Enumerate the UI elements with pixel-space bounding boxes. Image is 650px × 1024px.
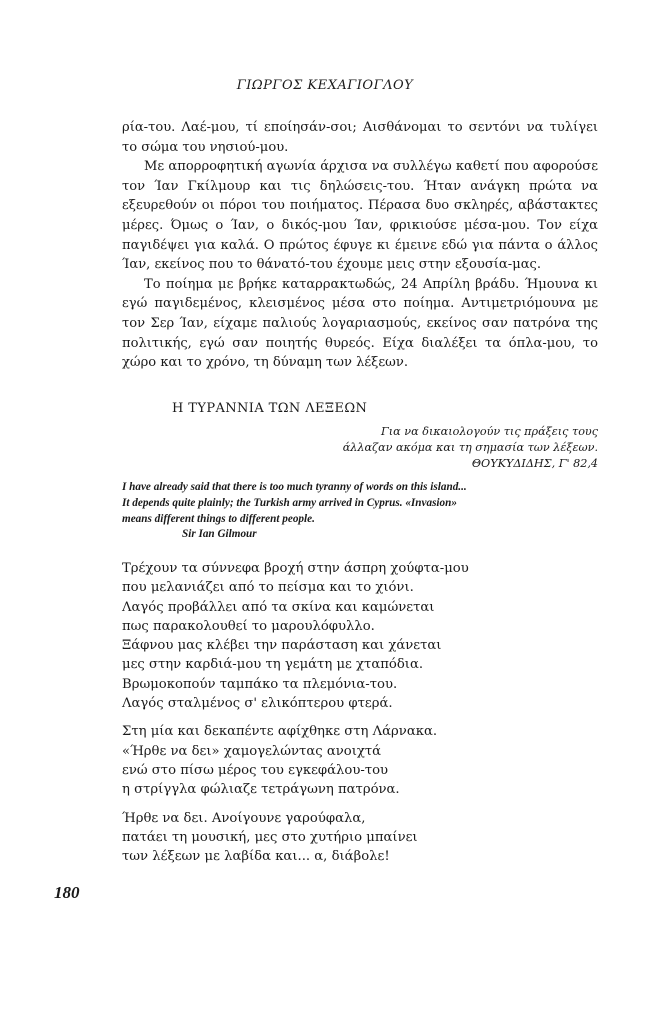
poem-line: Τρέχουν τα σύννεφα βροχή στην άσπρη χούφτα-μου	[122, 561, 469, 576]
poem-line: Ξάφνου μας κλέβει την παράσταση και χάνεται	[122, 638, 442, 654]
poem-line: των λέξεων με λαβίδα και... α, διάβολε!	[122, 849, 390, 865]
poem-line: Στη μία και δεκαπέντε αφίχθηκε στη Λάρνακα.	[122, 724, 438, 740]
quote-line: I have already said that there is too much tyranny of words on this island...	[122, 481, 467, 493]
poem-stanza	[122, 722, 602, 799]
poem-line: που μελανιάζει από το πείσμα και το χιόνι.	[122, 580, 414, 596]
page-number: 180	[54, 883, 80, 902]
poem-line: Βρωμοκοπούν ταμπάκο τα πλεμόνια-του.	[122, 676, 398, 692]
epigraph-source: ΘΟΥΚΥΔΙΔΗΣ, Γ' 82,4	[471, 457, 598, 470]
prose-paragraph: ρία-του. Λαέ-μου, τί εποίησάν-σοι; Αισθάνομαι το σεντόνι να τυλίγει το σώμα του νησιού-μου.	[122, 120, 598, 155]
quote-attribution: Sir Ian Gilmour	[182, 528, 257, 541]
prose-paragraph: Με απορροφητική αγωνία άρχισα να συλλέγω καθετί που αφορούσε τον Ίαν Γκίλμουρ και τις δηλώσεις-του. Ήταν ανάγκη πρώτα να εξευρεθούν οι πόροι του ποιήματος. Πέρασα δυο σκληρές, αβάστακτες μέρες. Όμως ο Ίαν, ο δικός-μου Ίαν, φρικιούσε μέσα-μου. Τον είχα παγιδέψει για καλά. Ο πρώτος έφυγε κι έμεινε εδώ για πάντα ο άλλος Ίαν, εκείνος που το θάνατό-του έχουμε μεις στην εξουσία-μας.	[122, 159, 598, 273]
poem-stanza	[122, 559, 602, 713]
poem-line: «Ήρθε να δει» χαμογελώντας ανοιχτά	[122, 743, 382, 759]
poem-line: μες στην καρδιά-μου τη γεμάτη με χταπόδια.	[122, 657, 424, 673]
poem-line: ενώ στο πίσω μέρος του εγκεφάλου-του	[122, 762, 389, 778]
poem-stanza	[122, 809, 602, 867]
quote-line: It depends quite plainly; the Turkish army arrived in Cyprus. «Invasion»	[122, 496, 457, 509]
poem-body	[122, 559, 602, 875]
poem-line: Λαγός σταλμένος σ' ελικόπτερου φτερά.	[122, 696, 393, 712]
poem-title: Η ΤΥΡΑΝΝΙΑ ΤΩΝ ΛΕΞΕΩΝ	[172, 401, 368, 416]
poem-line: Λαγός προβάλλει από τα σκίνα και καμώνεται	[122, 599, 435, 615]
epigraph-line: άλλαζαν ακόμα και τη σημασία των λέξεων.	[342, 441, 598, 454]
prose-paragraph: Το ποίημα με βρήκε καταρρακτωδώς, 24 Απρίλη βράδυ. Ήμουνα κι εγώ παγιδεμένος, κλεισμένος μέσα στο ποίημα. Αντιμετριόμουνα με τον Σερ Ίαν, είχαμε παλιούς λογαριασμούς, εκείνος σαν πατρόνα της πολιτικής, εγώ σαν ποιητής θυρεός. Είχα διαλέξει τα όπλα-μου, το χώρο και το χρόνο, τη δύναμη των λέξεων.	[122, 276, 598, 371]
prose-block	[122, 118, 598, 373]
poem-line: Ήρθε να δει. Ανοίγουνε γαρούφαλα,	[122, 810, 366, 826]
english-quote	[122, 480, 602, 543]
epigraph-line: Για να δικαιολογούν τις πράξεις τους	[381, 425, 598, 438]
quote-line: means different things to different people.	[122, 512, 315, 525]
running-header: ΓΙΩΡΓΟΣ ΚΕΧΑΓΙΟΓΛΟΥ	[236, 78, 414, 93]
poem-line: πως παρακολουθεί το μαρουλόφυλλο.	[122, 618, 375, 634]
poem-line: η στρίγγλα φώλιαζε τετράγωνη πατρόνα.	[122, 782, 400, 798]
greek-epigraph	[343, 424, 598, 472]
poem-line: πατάει τη μουσική, μες στο χυτήριο μπαίνει	[122, 829, 418, 845]
